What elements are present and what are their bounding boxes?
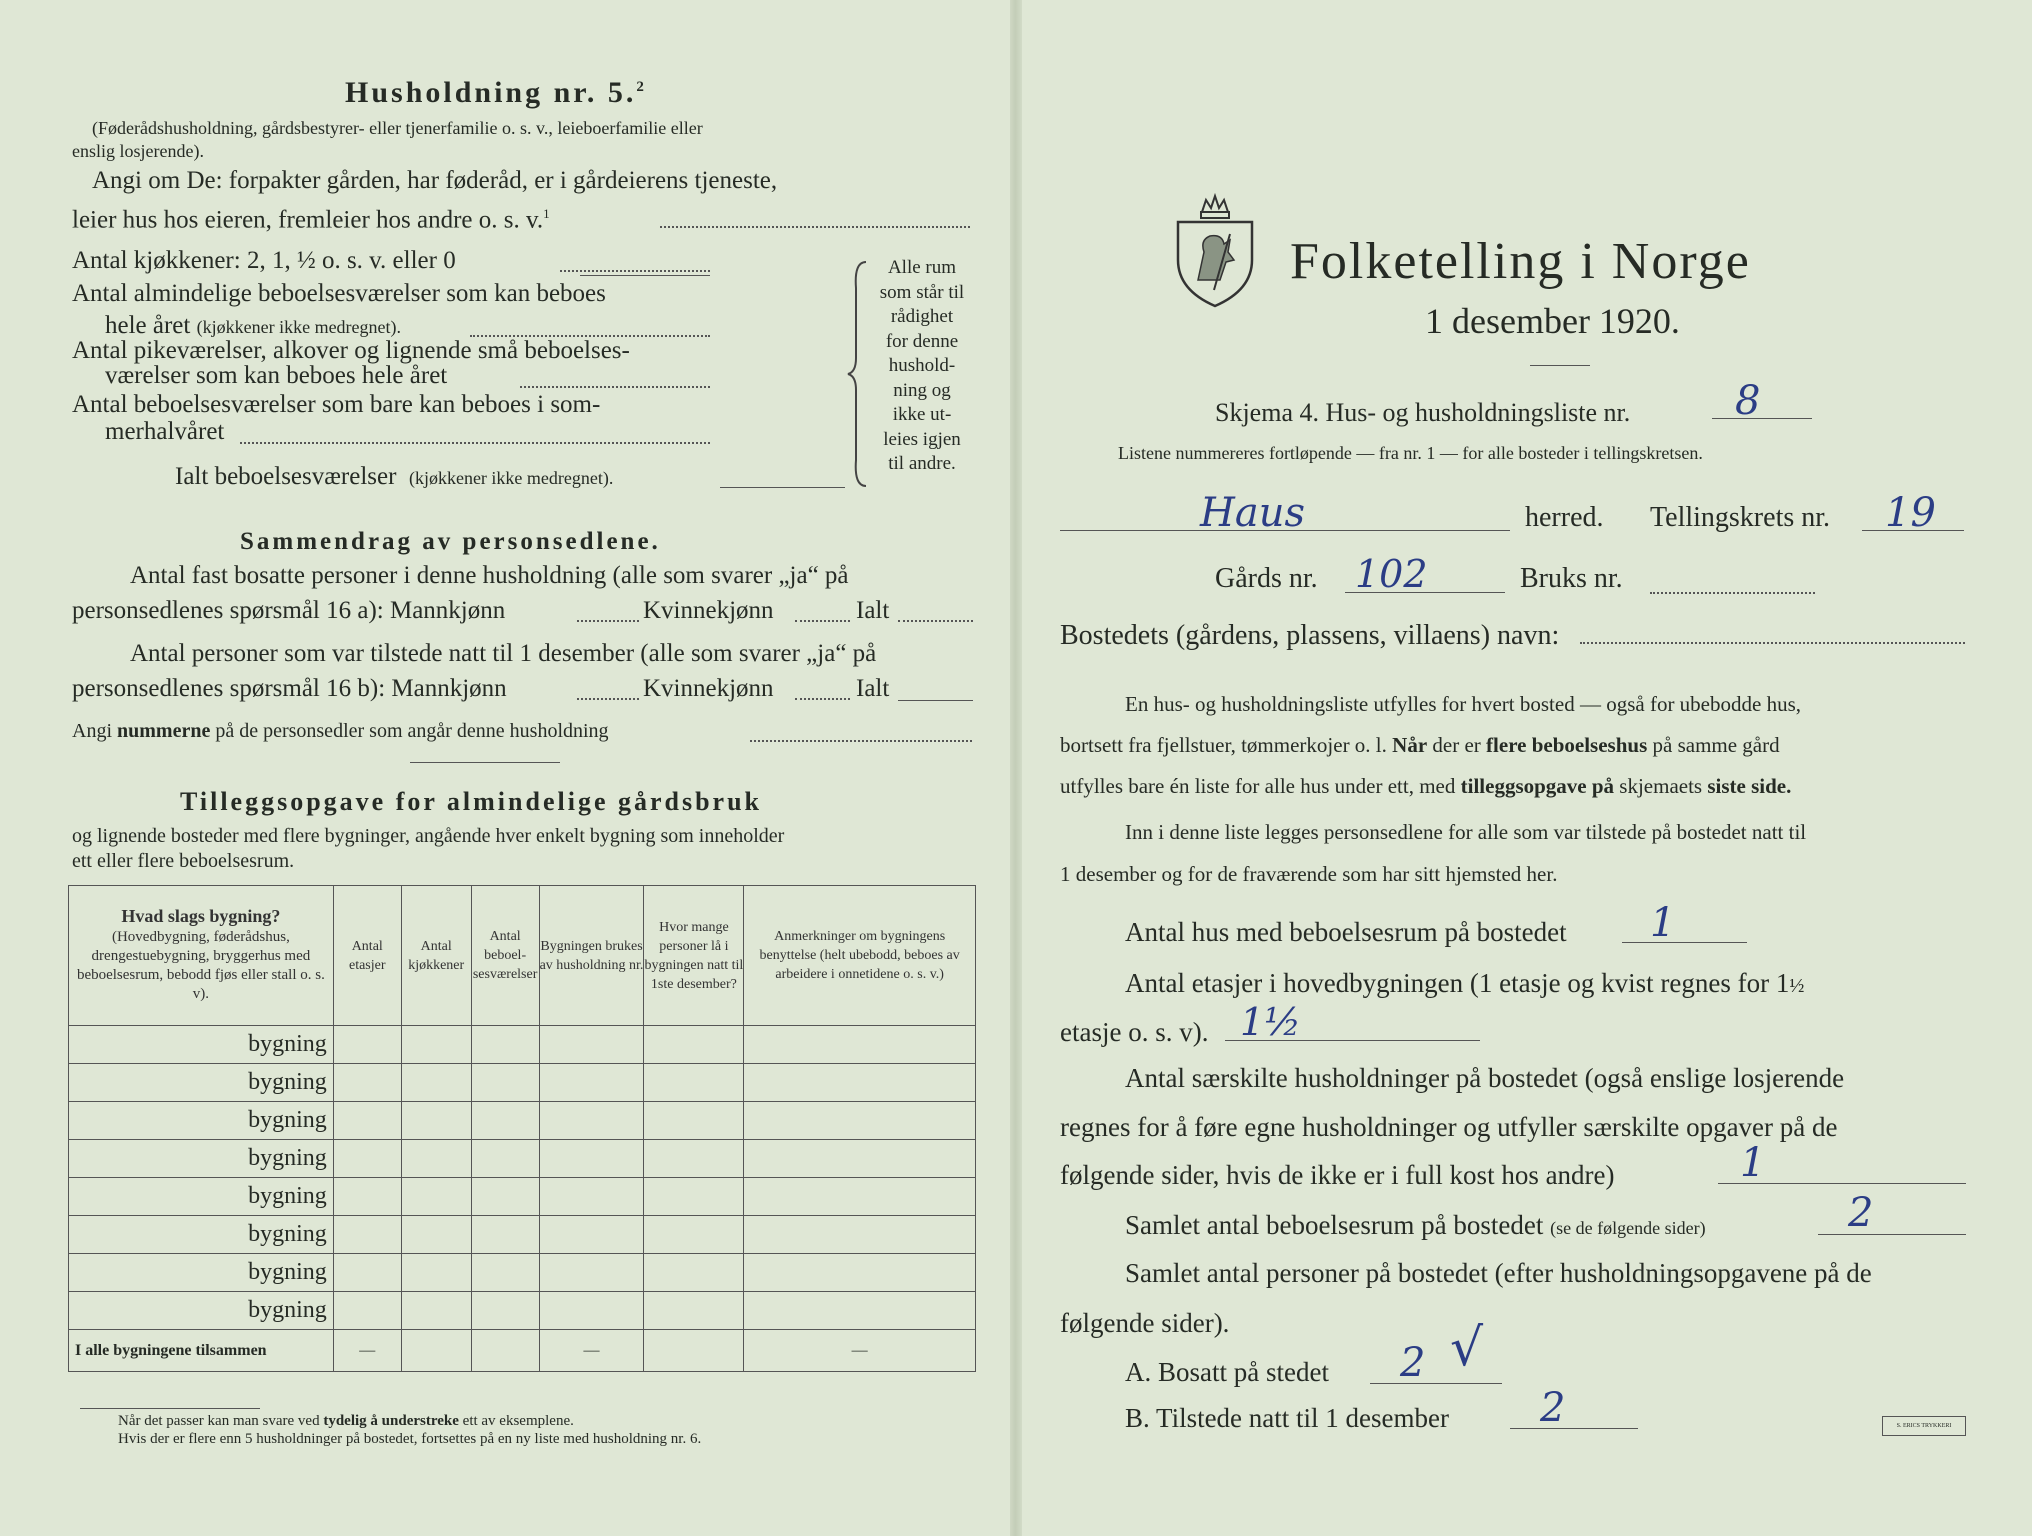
row-type-label: bygning bbox=[69, 1216, 334, 1254]
pike-line-1: Antal pikeværelser, alkover og lignende små beboelses- bbox=[72, 337, 630, 364]
row-type-label: bygning bbox=[69, 1102, 334, 1140]
numre-label: Angi nummerne på de personsedler som angår denne husholdning bbox=[72, 720, 609, 742]
tillegg-line-2: ett eller flere beboelsesrum. bbox=[72, 850, 295, 872]
bosted-label: Bostedets (gårdens, plassens, villaens) navn: bbox=[1060, 620, 1560, 651]
brace-icon bbox=[846, 258, 874, 490]
table-row[interactable] bbox=[69, 1026, 976, 1064]
household-title: Husholdning nr. 5.$^2$ bbox=[345, 76, 647, 109]
numre-field[interactable] bbox=[750, 740, 972, 742]
summary-2-line-2: personsedlenes spørsmål 16 b): Mannkjønn bbox=[72, 675, 507, 702]
rum-value: 2 bbox=[1848, 1190, 1874, 1236]
skjema-field[interactable] bbox=[1712, 418, 1812, 419]
row-type-label: bygning bbox=[69, 1178, 334, 1216]
s2-ialt-label: Ialt bbox=[856, 675, 890, 702]
angi-line-1: Angi om De: forpakter gården, har føderåd, er i gårdeierens tjeneste, bbox=[92, 167, 778, 194]
etasjer-line-2: etasje o. s. v). bbox=[1060, 1017, 1209, 1047]
census-date: 1 desember 1920. bbox=[1425, 301, 1680, 341]
table-total-row bbox=[69, 1330, 976, 1372]
footnote-2: Hvis der er flere enn 5 husholdninger på bostedet, fortsettes på en ny liste med husholdning nr. 6. bbox=[118, 1431, 702, 1447]
row-type-label: bygning bbox=[69, 1292, 334, 1330]
rum-label: Samlet antal beboelsesrum på bostedet (se de følgende sider) bbox=[1125, 1210, 1706, 1240]
etasjer-line-1: Antal etasjer i hovedbygningen (1 etasje og kvist regnes for 1½ bbox=[1125, 968, 1805, 998]
s1-ialt-label: Ialt bbox=[856, 597, 890, 624]
sarskilte-line-3: følgende sider, hvis de ikke er i full kost hos andre) bbox=[1060, 1160, 1615, 1190]
kjokkener-dots bbox=[560, 270, 710, 272]
gards-label: Gårds nr. bbox=[1215, 563, 1318, 594]
total-label: I alle bygningene tilsammen bbox=[69, 1330, 334, 1372]
kjokkener-label: Antal kjøkkener: 2, 1, ½ o. s. v. eller 0 bbox=[72, 247, 456, 274]
footnote-rule bbox=[80, 1408, 260, 1409]
listene-note: Listene nummereres fortløpende — fra nr. 1 — for alle bosteder i tellingskretsen. bbox=[1118, 443, 1703, 463]
printer-stamp: S. ERICS TRYKKERI bbox=[1882, 1416, 1966, 1436]
table-row[interactable] bbox=[69, 1216, 976, 1254]
page-fold bbox=[1010, 0, 1022, 1536]
summary-2-line-1: Antal personer som var tilstede natt til 1 desember (alle som svarer „ja“ på bbox=[130, 640, 877, 667]
ialt-answer-line[interactable] bbox=[720, 487, 845, 488]
pike-line-2: værelser som kan beboes hele året bbox=[105, 362, 448, 389]
separator-rule bbox=[410, 762, 560, 763]
hus-field[interactable] bbox=[1622, 942, 1747, 943]
col-header-vaerelser: Antal beboelsesværelser bbox=[471, 886, 539, 1026]
sarskilte-line-1: Antal særskilte husholdninger på bostedet (også enslige losjerende bbox=[1125, 1063, 1845, 1093]
pers-line-1: Samlet antal personer på bostedet (efter husholdningsopgavene på de bbox=[1125, 1258, 1872, 1288]
tillegg-line-1: og lignende bosteder med flere bygninger, angående hver enkelt bygning som inneholder bbox=[72, 825, 785, 847]
col-header-etasjer: Antal etasjer bbox=[333, 886, 401, 1026]
row-type-label: bygning bbox=[69, 1064, 334, 1102]
table-row[interactable] bbox=[69, 1292, 976, 1330]
col-header-kjokkener: Antal kjøkkener bbox=[401, 886, 471, 1026]
col-header-husholdning: Bygningen brukes av husholdning nr. bbox=[539, 886, 644, 1026]
title-rule bbox=[1530, 365, 1590, 366]
row-type-label: bygning bbox=[69, 1026, 334, 1064]
herred-value: Haus bbox=[1200, 490, 1306, 536]
total-anmerkninger: — bbox=[744, 1330, 976, 1372]
krets-label: Tellingskrets nr. bbox=[1650, 502, 1831, 533]
pike-answer-line[interactable] bbox=[520, 386, 710, 388]
hus-value: 1 bbox=[1650, 900, 1676, 946]
bruks-label: Bruks nr. bbox=[1520, 563, 1623, 594]
sommer-answer-line[interactable] bbox=[240, 442, 710, 444]
s1-mann-field[interactable] bbox=[577, 620, 639, 622]
main-title: Folketelling i Norge bbox=[1290, 233, 1751, 290]
tillegg-title: Tilleggsopgave for almindelige gårdsbruk bbox=[180, 787, 763, 816]
alm-line-2: hele året (kjøkkener ikke medregnet). bbox=[105, 312, 402, 339]
ialt-label: Ialt beboelsesværelser (kjøkkener ikke medregnet). bbox=[175, 463, 614, 490]
a-label: A. Bosatt på stedet bbox=[1125, 1357, 1329, 1387]
s1-kvinne-field[interactable] bbox=[795, 620, 850, 622]
col-header-personer: Hvor mange personer lå i bygningen natt til 1ste desember? bbox=[644, 886, 744, 1026]
table-row[interactable] bbox=[69, 1102, 976, 1140]
footnote-1: Når det passer kan man svare ved tydelig å understreke ett av eksemplene. bbox=[118, 1413, 574, 1429]
skjema-label: Skjema 4. Hus- og husholdningsliste nr. bbox=[1215, 398, 1631, 427]
a-value: 2 bbox=[1400, 1340, 1426, 1386]
kjokkener-answer-line[interactable] bbox=[580, 275, 710, 276]
gards-value: 102 bbox=[1355, 552, 1428, 596]
sarskilte-line-2: regnes for å føre egne husholdninger og utfyller særskilte opgaver på de bbox=[1060, 1112, 1838, 1142]
krets-value: 19 bbox=[1885, 490, 1936, 536]
pers-line-2: følgende sider). bbox=[1060, 1308, 1230, 1338]
intro-line-1: (Føderådshusholdning, gårdsbestyrer- eller tjenerfamilie o. s. v., leieboerfamilie eller bbox=[92, 118, 703, 138]
table-header-row bbox=[69, 886, 976, 1026]
a-field[interactable] bbox=[1370, 1383, 1502, 1384]
total-husholdning: — bbox=[539, 1330, 644, 1372]
col-header-anmerkninger: Anmerkninger om bygningens benyttelse (helt ubebodd, beboes av arbeidere i onnetidene o. s. v.) bbox=[744, 886, 976, 1026]
b-field[interactable] bbox=[1510, 1428, 1638, 1429]
p1-line-2: bortsett fra fjellstuer, tømmerkojer o. l. Når der er flere beboelseshus på samme gård bbox=[1060, 733, 1780, 757]
b-label: B. Tilstede natt til 1 desember bbox=[1125, 1403, 1449, 1433]
summary-1-line-2: personsedlenes spørsmål 16 a): Mannkjønn bbox=[72, 597, 506, 624]
bruks-field[interactable] bbox=[1650, 592, 1815, 594]
herred-label: herred. bbox=[1525, 502, 1604, 533]
intro-line-2: enslig losjerende). bbox=[72, 141, 204, 161]
sommer-line-1: Antal beboelsesværelser som bare kan beboes i som- bbox=[72, 391, 601, 418]
row-type-label: bygning bbox=[69, 1140, 334, 1178]
sommer-line-2: merhalvåret bbox=[105, 418, 225, 445]
angi-line-2: leier hus hos eieren, fremleier hos andre o. s. v.$^1$ bbox=[72, 206, 550, 234]
table-row[interactable] bbox=[69, 1254, 976, 1292]
sarskilte-value: 1 bbox=[1740, 1140, 1766, 1186]
summary-1-line-1: Antal fast bosatte personer i denne husholdning (alle som svarer „ja“ på bbox=[130, 562, 849, 589]
s2-kvinne-label: Kvinnekjønn bbox=[643, 675, 774, 702]
p2-line-1: Inn i denne liste legges personsedlene for alle som var tilstede på bostedet natt til bbox=[1125, 820, 1807, 844]
p2-line-2: 1 desember og for de fraværende som har sitt hjemsted her. bbox=[1060, 862, 1558, 886]
table-row[interactable] bbox=[69, 1064, 976, 1102]
angi-answer-line[interactable] bbox=[660, 226, 970, 228]
total-etasjer: — bbox=[333, 1330, 401, 1372]
summary-title: Sammendrag av personsedlene. bbox=[240, 528, 661, 555]
col-header-type: Hvad slags bygning? (Hovedbygning, føderådshus, drengestuebygning, bryggerhus med beboelsesrum, bebodd fjøs eller stall o. s. v). bbox=[69, 886, 334, 1026]
s2-kvinne-field[interactable] bbox=[795, 698, 850, 700]
table-row[interactable] bbox=[69, 1178, 976, 1216]
s1-kvinne-label: Kvinnekjønn bbox=[643, 597, 774, 624]
b-value: 2 bbox=[1540, 1385, 1566, 1431]
etasjer-value: 1½ bbox=[1240, 1000, 1302, 1044]
row-type-label: bygning bbox=[69, 1254, 334, 1292]
norway-coat-of-arms-icon bbox=[1170, 190, 1260, 310]
hus-label: Antal hus med beboelsesrum på bostedet bbox=[1125, 917, 1567, 947]
building-table bbox=[68, 885, 976, 1372]
s2-mann-field[interactable] bbox=[577, 698, 639, 700]
alm-line-1: Antal almindelige beboelsesværelser som kan beboes bbox=[72, 280, 606, 307]
p1-line-3: utfylles bare én liste for alle hus under ett, med tilleggsopgave på skjemaets siste side. bbox=[1060, 774, 1792, 798]
a-checkmark: √ bbox=[1450, 1318, 1484, 1378]
table-row[interactable] bbox=[69, 1140, 976, 1178]
rum-field[interactable] bbox=[1818, 1234, 1966, 1235]
p1-line-1: En hus- og husholdningsliste utfylles for hvert bosted — også for ubebodde hus, bbox=[1125, 692, 1801, 716]
skjema-value: 8 bbox=[1735, 378, 1761, 424]
side-note: Alle rum som står til rådighet for denne hushold- ning og ikke ut- leies igjen til andre. bbox=[879, 257, 965, 474]
s2-ialt-field[interactable] bbox=[898, 700, 973, 701]
bosted-field[interactable] bbox=[1580, 642, 1965, 644]
s1-ialt-field[interactable] bbox=[898, 620, 973, 622]
